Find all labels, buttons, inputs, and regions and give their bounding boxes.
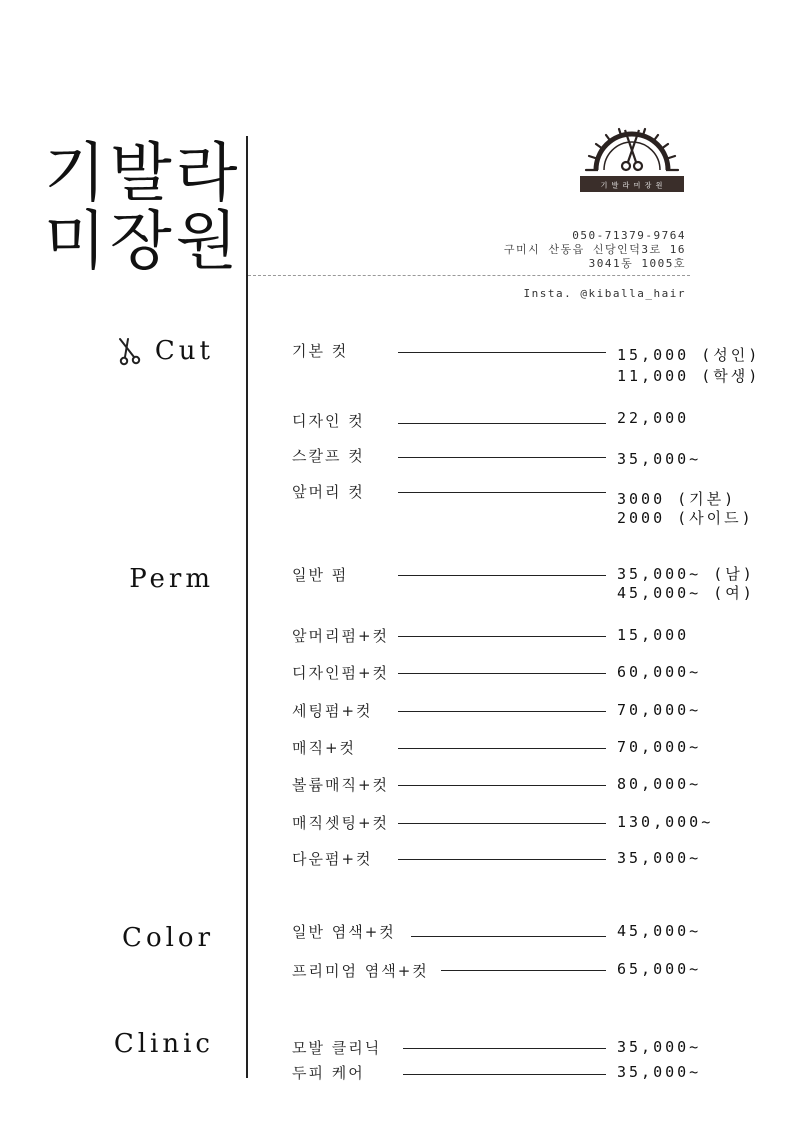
menu-item-price: 35,000~ (617, 1063, 702, 1081)
menu-item-price: 35,000~ (남) (617, 565, 755, 583)
menu-item-name: 볼륨매직+컷 (292, 776, 390, 794)
scissors-icon (116, 337, 146, 367)
menu-item-price: 22,000 (617, 409, 690, 427)
menu-item-price: 15,000 (성인) (617, 346, 761, 364)
leader-line (398, 785, 606, 786)
menu-item-price: 35,000~ (617, 450, 702, 468)
salon-name-line2: 미장원 (44, 205, 242, 279)
leader-line (398, 636, 606, 637)
leader-line (403, 1074, 606, 1075)
leader-line (398, 823, 606, 824)
leader-line (398, 457, 606, 458)
salon-name-line1: 기발라 (44, 137, 242, 211)
menu-item-price: 60,000~ (617, 663, 702, 681)
menu-item-name: 일반 펌 (292, 566, 349, 584)
leader-line (398, 711, 606, 712)
menu-item-name: 프리미엄 염색+컷 (292, 962, 429, 980)
leader-line (398, 859, 606, 860)
menu-item-name: 기본 컷 (292, 342, 349, 360)
menu-item-name: 모발 클리닉 (292, 1039, 382, 1057)
menu-item-price: 35,000~ (617, 849, 702, 867)
menu-item-name: 앞머리 컷 (292, 483, 365, 501)
menu-item-name: 두피 케어 (292, 1064, 365, 1082)
leader-line (403, 1048, 606, 1049)
menu-item-name: 스칼프 컷 (292, 447, 365, 465)
menu-item-name: 매직셋팅+컷 (292, 814, 390, 832)
leader-line (398, 673, 606, 674)
address-line1: 구미시 산동읍 신당인덕3로 16 (503, 243, 686, 256)
section-color: Color (122, 923, 214, 953)
menu-item-price: 35,000~ (617, 1038, 702, 1056)
menu-item-name: 앞머리펌+컷 (292, 627, 390, 645)
menu-item-price: 65,000~ (617, 960, 702, 978)
menu-item-price: 15,000 (617, 626, 690, 644)
section-clinic: Clinic (113, 1029, 214, 1059)
dashed-divider (248, 275, 690, 276)
leader-line (411, 936, 606, 937)
menu-item-name: 다운펌+컷 (292, 850, 373, 868)
section-cut: Cut (154, 336, 214, 366)
menu-item-name: 디자인 컷 (292, 412, 365, 430)
scissors-sunburst-icon (576, 126, 688, 206)
menu-item-price: 80,000~ (617, 775, 702, 793)
menu-item-price: 70,000~ (617, 701, 702, 719)
leader-line (398, 352, 606, 353)
menu-item-price-secondary: 11,000 (학생) (617, 367, 761, 385)
leader-line (398, 575, 606, 576)
logo-label: 기 발 라 미 장 원 (600, 181, 664, 190)
menu-item-name: 디자인펌+컷 (292, 664, 390, 682)
menu-item-price-secondary: 45,000~ (여) (617, 584, 755, 602)
phone-number: 050-71379-9764 (572, 229, 686, 242)
menu-item-price: 45,000~ (617, 922, 702, 940)
salon-logo (576, 126, 688, 206)
menu-item-name: 세팅펌+컷 (292, 702, 373, 720)
leader-line (441, 970, 606, 971)
menu-item-price: 3000 (기본) (617, 490, 737, 508)
leader-line (398, 492, 606, 493)
menu-item-price: 70,000~ (617, 738, 702, 756)
menu-item-price-secondary: 2000 (사이드) (617, 509, 754, 527)
section-perm: Perm (129, 564, 214, 594)
menu-item-name: 일반 염색+컷 (292, 923, 396, 941)
menu-item-price: 130,000~ (617, 813, 714, 831)
leader-line (398, 748, 606, 749)
address-line2: 3041동 1005호 (588, 257, 686, 270)
menu-item-name: 매직+컷 (292, 739, 357, 757)
instagram-handle[interactable]: Insta. @kiballa_hair (523, 287, 686, 300)
vertical-divider (246, 136, 248, 1078)
leader-line (398, 423, 606, 424)
